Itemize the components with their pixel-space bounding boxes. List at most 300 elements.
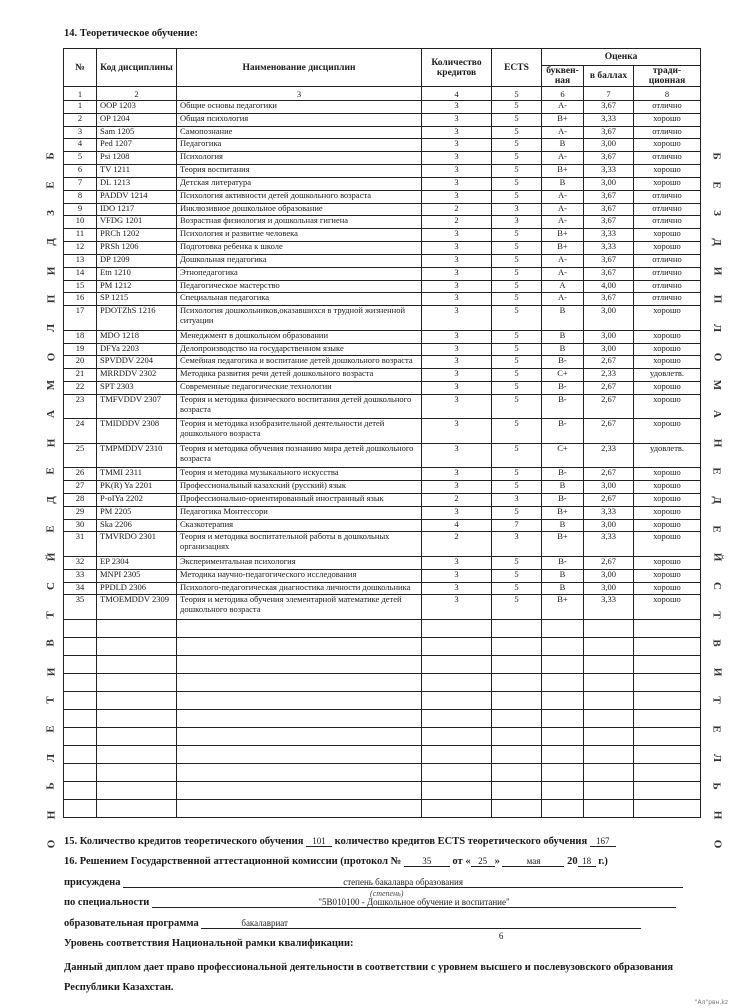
empty-cell [177, 638, 422, 656]
empty-cell [422, 620, 492, 638]
credits-cell: 3 [422, 139, 492, 152]
table-row [64, 306, 701, 330]
side-letter: Б [45, 152, 57, 160]
ects-cell: 5 [492, 177, 542, 190]
row-number: 19 [64, 343, 97, 356]
empty-cell [492, 746, 542, 764]
traditional-grade: хорошо [634, 468, 701, 481]
degree-hint: (степень) [370, 889, 404, 898]
credits-cell: 3 [422, 419, 492, 443]
empty-cell [634, 656, 701, 674]
protocol-month: мая [502, 856, 564, 867]
footer-line-15 [64, 836, 616, 847]
traditional-grade: хорошо [634, 356, 701, 369]
side-letter: О [711, 352, 723, 361]
discipline-code: PM 1212 [97, 280, 177, 293]
specialty-label: по специальности [64, 897, 150, 908]
year-prefix: 20 [567, 856, 578, 867]
row-number: 1 [64, 101, 97, 114]
col-number: 2 [97, 87, 177, 101]
empty-cell [634, 746, 701, 764]
table-row [64, 569, 701, 582]
points-grade: 3,00 [584, 139, 634, 152]
ects-cell: 5 [492, 293, 542, 306]
empty-row [64, 764, 701, 782]
table-row [64, 126, 701, 139]
table-row [64, 443, 701, 467]
empty-cell [634, 674, 701, 692]
footer-nqf [64, 931, 646, 949]
ects-cell: 5 [492, 242, 542, 255]
discipline-name: Экспериментальная психология [177, 556, 422, 569]
row-number: 3 [64, 126, 97, 139]
header-letter: буквен-ная [542, 66, 584, 87]
traditional-grade: хорошо [634, 506, 701, 519]
discipline-code: PPDLD 2306 [97, 582, 177, 595]
ects-cell: 5 [492, 229, 542, 242]
credits-cell: 3 [422, 369, 492, 382]
points-grade: 3,67 [584, 152, 634, 165]
credits-cell: 3 [422, 306, 492, 330]
discipline-name: Профессиональный казахский (русский) язык [177, 481, 422, 494]
discipline-name: Профессионально-ориентированный иностранный язык [177, 493, 422, 506]
empty-cell [542, 710, 584, 728]
points-grade: 3,00 [584, 569, 634, 582]
col-number: 7 [584, 87, 634, 101]
discipline-name: Семейная педагогика и воспитание детей дошкольного возраста [177, 356, 422, 369]
rights-text: Данный диплом дает право профессиональной деятельности в соответствии с уровнем высшего и послевузовского образования Республики Казахстан. [64, 962, 674, 993]
row-number: 25 [64, 443, 97, 467]
table-row [64, 519, 701, 532]
side-letter: И [711, 667, 723, 677]
traditional-grade: удовлетв. [634, 369, 701, 382]
empty-row [64, 656, 701, 674]
empty-cell [584, 710, 634, 728]
credits-cell: 3 [422, 242, 492, 255]
points-grade: 3,33 [584, 506, 634, 519]
discipline-name: Общая психология [177, 113, 422, 126]
discipline-name: Делопроизводство на государственном языке [177, 343, 422, 356]
discipline-name: Инклюзивное дошкольное образование [177, 203, 422, 216]
side-letter: Е [45, 180, 57, 189]
nqf-value: 6 [498, 931, 504, 941]
discipline-code: PDOTZhS 1216 [97, 306, 177, 330]
credits-cell: 2 [422, 203, 492, 216]
empty-cell [177, 728, 422, 746]
footer-awarded [64, 877, 683, 888]
credits-cell: 3 [422, 101, 492, 114]
side-letter: Й [45, 552, 57, 562]
header-ects: ECTS [492, 49, 542, 87]
header-points: в баллах [584, 66, 634, 87]
traditional-grade: хорошо [634, 556, 701, 569]
empty-row [64, 800, 701, 818]
table-row [64, 493, 701, 506]
empty-cell [542, 674, 584, 692]
row-number: 26 [64, 468, 97, 481]
empty-cell [97, 782, 177, 800]
ects-cell: 7 [492, 519, 542, 532]
empty-cell [64, 620, 97, 638]
discipline-name: Менеджмент в дошкольном образовании [177, 330, 422, 343]
letter-grade: A [542, 280, 584, 293]
discipline-name: Возрастная физиология и дошкольная гигиена [177, 216, 422, 229]
credits-cell: 3 [422, 165, 492, 178]
traditional-grade: хорошо [634, 595, 701, 620]
row-number: 4 [64, 139, 97, 152]
letter-grade: B [542, 481, 584, 494]
discipline-code: PRSh 1206 [97, 242, 177, 255]
ects-total: 167 [590, 836, 616, 847]
side-letter: Т [45, 610, 57, 619]
awarded-value: степень бакалавра образования [123, 877, 683, 888]
discipline-name: Психология и развитие человека [177, 229, 422, 242]
ects-cell: 3 [492, 493, 542, 506]
side-letter: П [45, 295, 57, 304]
credits-cell: 3 [422, 190, 492, 203]
letter-grade: B- [542, 382, 584, 395]
points-grade: 2,67 [584, 419, 634, 443]
empty-cell [97, 638, 177, 656]
empty-cell [177, 746, 422, 764]
discipline-name: Общие основы педагогики [177, 101, 422, 114]
empty-row [64, 638, 701, 656]
empty-cell [542, 764, 584, 782]
column-number-row [64, 87, 701, 101]
ects-cell: 5 [492, 306, 542, 330]
row-number: 31 [64, 532, 97, 556]
side-letter: О [711, 839, 723, 849]
credits-cell: 3 [422, 293, 492, 306]
traditional-grade: хорошо [634, 113, 701, 126]
empty-cell [422, 746, 492, 764]
header-traditional: тради-ционная [634, 66, 701, 87]
traditional-grade: хорошо [634, 493, 701, 506]
letter-grade: A- [542, 101, 584, 114]
table-row [64, 254, 701, 267]
empty-cell [97, 710, 177, 728]
empty-cell [584, 656, 634, 674]
discipline-name: Психолого-педагогическая диагностика личности дошкольника [177, 582, 422, 595]
side-letter: Е [711, 180, 723, 189]
points-grade: 3,67 [584, 203, 634, 216]
year-suffix: г.) [598, 856, 608, 867]
side-letter: З [711, 210, 723, 217]
points-grade: 3,67 [584, 216, 634, 229]
points-grade: 2,67 [584, 356, 634, 369]
ects-cell: 3 [492, 216, 542, 229]
discipline-code: PK(R) Ya 2201 [97, 481, 177, 494]
discipline-name: Этнопедагогика [177, 267, 422, 280]
side-letter: Е [711, 725, 723, 733]
ects-cell: 5 [492, 394, 542, 418]
side-letter: Н [45, 438, 57, 447]
row-number: 28 [64, 493, 97, 506]
row-number: 22 [64, 382, 97, 395]
protocol-number: 35 [404, 856, 450, 867]
points-grade: 3,67 [584, 267, 634, 280]
letter-grade: A- [542, 267, 584, 280]
discipline-code: OOP 1203 [97, 101, 177, 114]
ects-cell: 5 [492, 330, 542, 343]
empty-cell [492, 692, 542, 710]
ects-cell: 5 [492, 165, 542, 178]
credits-cell: 2 [422, 493, 492, 506]
side-letter: Е [45, 524, 57, 533]
points-grade: 3,67 [584, 254, 634, 267]
side-letter: П [711, 295, 723, 304]
empty-cell [64, 692, 97, 710]
letter-grade: A- [542, 254, 584, 267]
points-grade: 3,00 [584, 343, 634, 356]
table-row [64, 394, 701, 418]
side-letter: О [45, 352, 57, 361]
side-letter: И [45, 667, 57, 677]
empty-cell [97, 764, 177, 782]
row-number: 21 [64, 369, 97, 382]
empty-cell [64, 674, 97, 692]
traditional-grade: хорошо [634, 177, 701, 190]
empty-cell [64, 764, 97, 782]
discipline-code: TMIDDDV 2308 [97, 419, 177, 443]
empty-cell [177, 620, 422, 638]
ects-cell: 5 [492, 343, 542, 356]
letter-grade: A- [542, 203, 584, 216]
empty-cell [64, 782, 97, 800]
empty-cell [584, 782, 634, 800]
row-number: 7 [64, 177, 97, 190]
empty-cell [64, 710, 97, 728]
table-row [64, 506, 701, 519]
side-letter: Н [711, 438, 723, 447]
discipline-name: Педагогика [177, 139, 422, 152]
traditional-grade: отлично [634, 190, 701, 203]
ects-cell: 5 [492, 267, 542, 280]
points-grade: 3,33 [584, 165, 634, 178]
table-row [64, 532, 701, 556]
empty-cell [492, 710, 542, 728]
table-row [64, 468, 701, 481]
letter-grade: B+ [542, 506, 584, 519]
row-number: 11 [64, 229, 97, 242]
table-row [64, 229, 701, 242]
empty-cell [492, 764, 542, 782]
table-row [64, 481, 701, 494]
discipline-code: TMPMDDV 2310 [97, 443, 177, 467]
table-row [64, 343, 701, 356]
side-letter: С [710, 581, 723, 590]
row-number: 16 [64, 293, 97, 306]
credits-cell: 3 [422, 394, 492, 418]
ects-cell: 5 [492, 582, 542, 595]
credits-cell: 3 [422, 177, 492, 190]
table-row [64, 267, 701, 280]
traditional-grade: отлично [634, 101, 701, 114]
empty-cell [634, 800, 701, 818]
row-number: 14 [64, 267, 97, 280]
discipline-name: Подготовка ребенка к школе [177, 242, 422, 255]
program-value: бакалавриат [201, 918, 641, 929]
credits-label: 15. Количество кредитов теоретического обучения [64, 836, 304, 847]
side-letter: З [45, 210, 57, 217]
points-grade: 2,67 [584, 556, 634, 569]
row-number: 29 [64, 506, 97, 519]
side-letter: Ь [45, 782, 57, 791]
table-row [64, 382, 701, 395]
side-letter: Л [710, 753, 723, 762]
discipline-code: PM 2205 [97, 506, 177, 519]
credits-cell: 3 [422, 556, 492, 569]
traditional-grade: хорошо [634, 481, 701, 494]
ects-cell: 5 [492, 113, 542, 126]
traditional-grade: отлично [634, 216, 701, 229]
awarded-label: присуждена [64, 877, 121, 888]
side-letter: В [711, 639, 723, 647]
discipline-code: MDO 1218 [97, 330, 177, 343]
ects-cell: 5 [492, 190, 542, 203]
discipline-name: Теория воспитания [177, 165, 422, 178]
side-letter: Т [711, 696, 723, 705]
discipline-code: Sam 1205 [97, 126, 177, 139]
credits-cell: 4 [422, 519, 492, 532]
footer-line-16 [64, 856, 608, 867]
table-row [64, 356, 701, 369]
empty-cell [542, 638, 584, 656]
protocol-day: 25 [471, 856, 495, 867]
discipline-name: Теория и методика музыкального искусства [177, 468, 422, 481]
discipline-code: Ska 2206 [97, 519, 177, 532]
discipline-name: Теория и методика физического воспитания детей дошкольного возраста [177, 394, 422, 418]
letter-grade: B [542, 330, 584, 343]
quote-close: » [494, 856, 500, 867]
traditional-grade: хорошо [634, 519, 701, 532]
empty-cell [177, 656, 422, 674]
empty-cell [422, 710, 492, 728]
program-label: образовательная программа [64, 918, 199, 929]
letter-grade: B+ [542, 229, 584, 242]
traditional-grade: отлично [634, 280, 701, 293]
discipline-code: MNPI 2305 [97, 569, 177, 582]
letter-grade: B+ [542, 165, 584, 178]
discipline-name: Теория и методика изобразительной деятельности детей дошкольного возраста [177, 419, 422, 443]
discipline-name: Психология [177, 152, 422, 165]
row-number: 8 [64, 190, 97, 203]
table-row [64, 242, 701, 255]
credits-cell: 3 [422, 506, 492, 519]
letter-grade: B- [542, 394, 584, 418]
header-num: № [64, 49, 97, 87]
empty-cell [64, 638, 97, 656]
row-number: 6 [64, 165, 97, 178]
empty-cell [422, 656, 492, 674]
traditional-grade: хорошо [634, 229, 701, 242]
table-row [64, 203, 701, 216]
empty-cell [492, 656, 542, 674]
empty-cell [542, 728, 584, 746]
letter-grade: A- [542, 216, 584, 229]
side-letter: А [710, 409, 723, 418]
empty-cell [492, 674, 542, 692]
points-grade: 3,33 [584, 532, 634, 556]
empty-cell [177, 674, 422, 692]
discipline-code: SPT 2303 [97, 382, 177, 395]
empty-cell [64, 656, 97, 674]
empty-cell [492, 638, 542, 656]
row-number: 9 [64, 203, 97, 216]
empty-row [64, 692, 701, 710]
empty-cell [584, 800, 634, 818]
empty-cell [177, 764, 422, 782]
points-grade: 3,00 [584, 306, 634, 330]
side-letter: Д [710, 238, 723, 246]
traditional-grade: удовлетв. [634, 443, 701, 467]
empty-cell [64, 728, 97, 746]
discipline-code: DL 1213 [97, 177, 177, 190]
row-number: 12 [64, 242, 97, 255]
ects-cell: 3 [492, 203, 542, 216]
empty-cell [634, 764, 701, 782]
letter-grade: C+ [542, 443, 584, 467]
table-row [64, 369, 701, 382]
protocol-year: 18 [578, 856, 596, 867]
points-grade: 3,00 [584, 519, 634, 532]
empty-cell [492, 728, 542, 746]
empty-cell [177, 710, 422, 728]
points-grade: 2,67 [584, 382, 634, 395]
corner-mark: "Ал"рвн.kz [694, 999, 728, 1006]
empty-row [64, 728, 701, 746]
credits-cell: 3 [422, 356, 492, 369]
discipline-code: OP 1204 [97, 113, 177, 126]
empty-cell [542, 746, 584, 764]
discipline-name: Сказкотерапия [177, 519, 422, 532]
ects-cell: 5 [492, 468, 542, 481]
traditional-grade: хорошо [634, 569, 701, 582]
left-vertical-watermark [40, 150, 62, 850]
side-letter: Н [45, 810, 57, 820]
row-number: 2 [64, 113, 97, 126]
row-number: 15 [64, 280, 97, 293]
discipline-code: IDO 1217 [97, 203, 177, 216]
table-row [64, 152, 701, 165]
points-grade: 3,67 [584, 190, 634, 203]
empty-cell [634, 710, 701, 728]
traditional-grade: хорошо [634, 419, 701, 443]
traditional-grade: хорошо [634, 330, 701, 343]
side-letter: Ь [711, 782, 723, 791]
empty-row [64, 674, 701, 692]
row-number: 30 [64, 519, 97, 532]
empty-cell [97, 746, 177, 764]
empty-cell [422, 674, 492, 692]
ects-cell: 5 [492, 419, 542, 443]
ects-cell: 5 [492, 101, 542, 114]
section-title: 14. Теоретическое обучение: [64, 28, 198, 39]
letter-grade: B- [542, 419, 584, 443]
credits-cell: 2 [422, 216, 492, 229]
side-letter: В [45, 639, 57, 647]
points-grade: 3,00 [584, 330, 634, 343]
table-row [64, 165, 701, 178]
letter-grade: B [542, 177, 584, 190]
empty-cell [422, 764, 492, 782]
discipline-code: PRCh 1202 [97, 229, 177, 242]
discipline-code: SPVDDV 2204 [97, 356, 177, 369]
points-grade: 3,33 [584, 229, 634, 242]
side-letter: Л [44, 753, 57, 762]
empty-cell [542, 692, 584, 710]
row-number: 20 [64, 356, 97, 369]
